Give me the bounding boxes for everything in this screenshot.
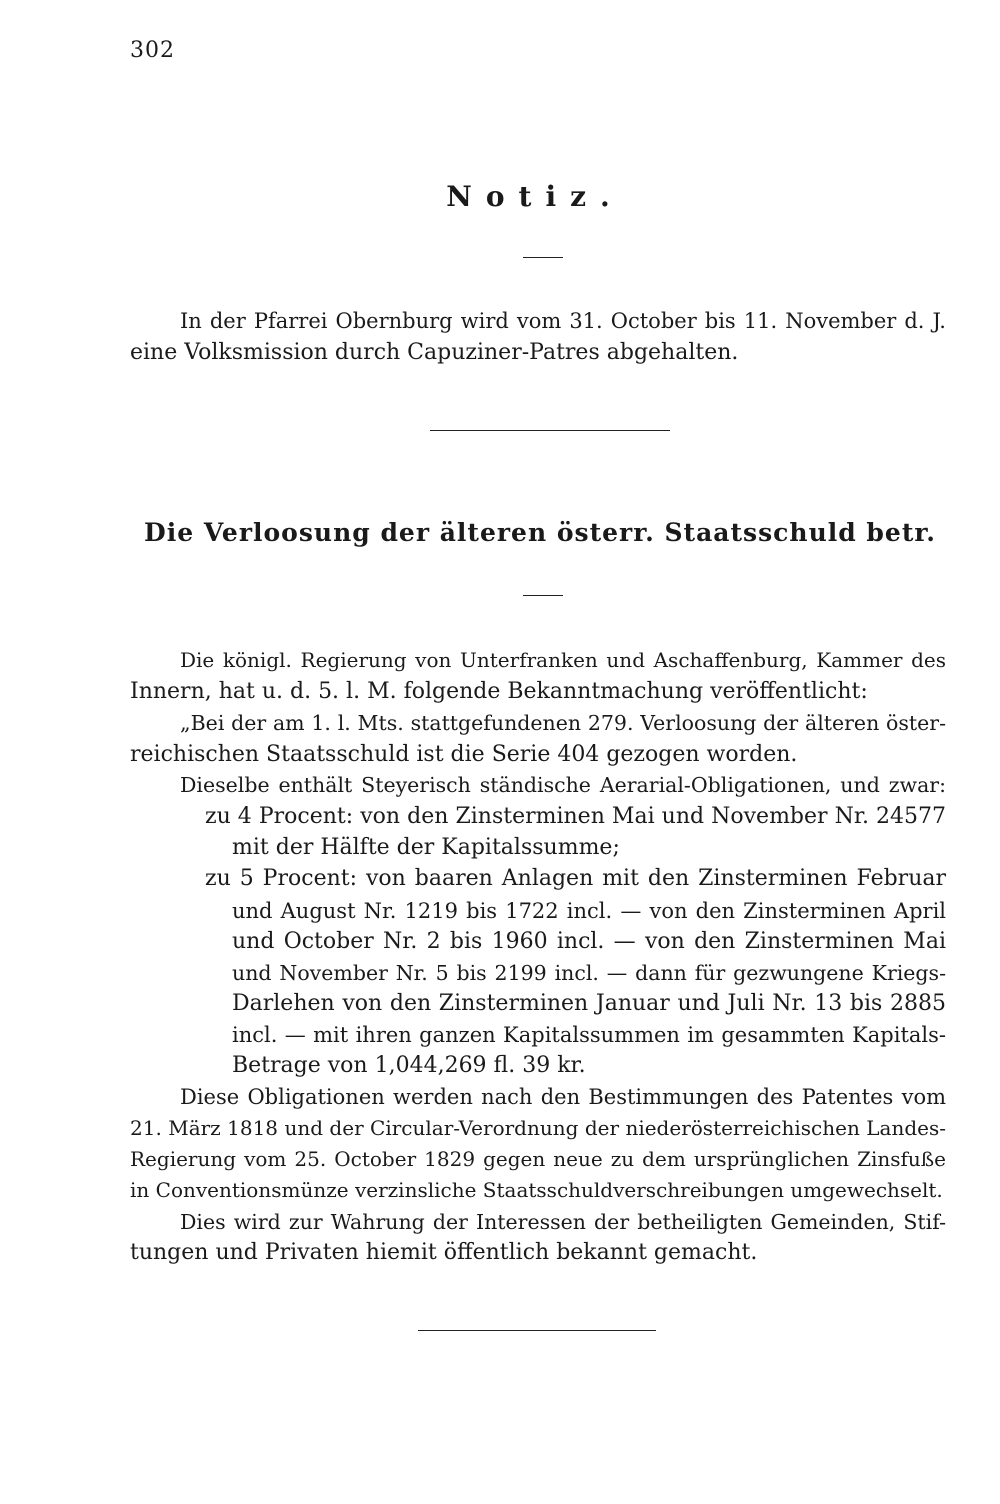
body-line-12: Darlehen von den Zinsterminen Januar und Juli Nr. 13 bis 2885	[232, 991, 946, 1016]
body-line-20: tungen und Privaten hiemit öffentlich bekannt gemacht.	[130, 1240, 758, 1265]
body-line-6: zu 4 Procent: von den Zinsterminen Mai und November Nr. 24577	[205, 804, 946, 829]
notiz-line-1: In der Pfarrei Obernburg wird vom 31. October bis 11. November d. J.	[180, 309, 946, 333]
body-line-1: Die königl. Regierung von Unterfranken und Aschaffenburg, Kammer des	[180, 648, 946, 672]
body-line-17: Regierung vom 25. October 1829 gegen neue zu dem ursprünglichen Zinsfuße	[130, 1147, 946, 1171]
body-line-19: Dies wird zur Wahrung der Interessen der betheiligten Gemeinden, Stif-	[180, 1210, 946, 1234]
body-line-15: Diese Obligationen werden nach den Bestimmungen des Patentes vom	[180, 1085, 946, 1109]
body-line-16: 21. März 1818 und der Circular-Verordnung der niederösterreichischen Landes-	[130, 1116, 946, 1140]
divider-short	[523, 257, 563, 258]
body-line-3: „Bei der am 1. l. Mts. stattgefundenen 279. Verloosung der älteren öster-	[180, 711, 946, 735]
body-line-18: in Conventionsmünze verzinsliche Staatsschuldverschreibungen umgewechselt.	[130, 1178, 943, 1202]
body-line-8: zu 5 Procent: von baaren Anlagen mit den Zinsterminen Februar	[205, 866, 946, 891]
body-line-5: Dieselbe enthält Steyerisch ständische Aerarial-Obligationen, und zwar:	[180, 773, 946, 797]
body-line-2: Innern, hat u. d. 5. l. M. folgende Bekanntmachung veröffentlicht:	[130, 679, 868, 704]
body-line-13: incl. — mit ihren ganzen Kapitalssummen im gesammten Kapitals-	[232, 1023, 946, 1047]
body-line-11: und November Nr. 5 bis 2199 incl. — dann für gezwungene Kriegs-	[232, 961, 946, 985]
notiz-heading: Notiz.	[446, 180, 624, 213]
body-line-14: Betrage von 1,044,269 fl. 39 kr.	[232, 1053, 586, 1078]
page-number: 302	[130, 38, 175, 63]
body-line-10: und October Nr. 2 bis 1960 incl. — von den Zinsterminen Mai	[232, 929, 946, 954]
divider-short	[523, 595, 563, 596]
divider-long	[430, 430, 670, 431]
body-line-9: und August Nr. 1219 bis 1722 incl. — von den Zinsterminen April	[232, 899, 946, 923]
body-line-7: mit der Hälfte der Kapitalssumme;	[232, 835, 620, 860]
notiz-line-2: eine Volksmission durch Capuziner-Patres abgehalten.	[130, 340, 739, 365]
section-heading: Die Verloosung der älteren österr. Staatsschuld betr.	[144, 518, 936, 547]
body-line-4: reichischen Staatsschuld ist die Serie 404 gezogen worden.	[130, 742, 798, 767]
divider-long	[418, 1330, 656, 1331]
